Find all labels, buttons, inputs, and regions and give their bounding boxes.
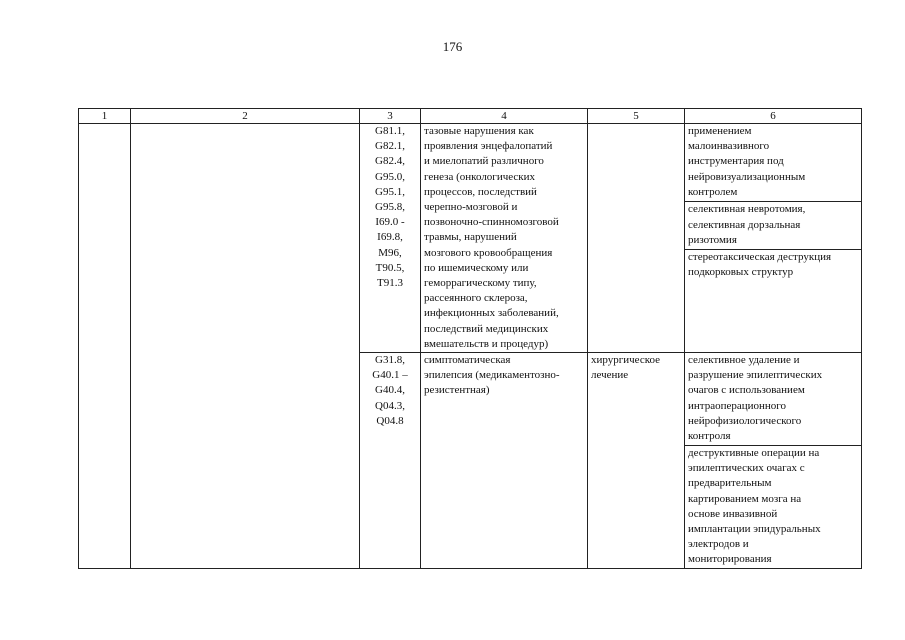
method-cell: применением малоинвазивного инструментария под нейровизуализационным контролем bbox=[685, 124, 862, 202]
method-cell: стереотаксическая деструкция подкорковых структур bbox=[685, 250, 862, 353]
condition-cell: тазовые нарушения как проявления энцефалопатий и миелопатий различного генеза (онкологических процессов, последствий черепно-мозговой и позвоночно-спинномозговой травмы, нарушений мозгового кровообращения по ишемическому или геморрагическому типу, рассеянного склероза, инфекционных заболеваний, последствий медицинских вмешательств и процедур) bbox=[421, 124, 588, 353]
header-col-4: 4 bbox=[421, 109, 588, 124]
header-col-1: 1 bbox=[79, 109, 131, 124]
header-col-5: 5 bbox=[588, 109, 685, 124]
diagnosis-codes-cell: G81.1, G82.1, G82.4, G95.0, G95.1, G95.8, I69.0 - I69.8, M96, T90.5, T91.3 bbox=[360, 124, 421, 353]
method-cell: деструктивные операции на эпилептических очагах с предварительным картированием мозга на основе инвазивной имплантации эпидуральных электродов и мониторирования bbox=[685, 446, 862, 569]
col-1-cell bbox=[79, 124, 131, 569]
page-number: 176 bbox=[442, 39, 463, 54]
header-col-3: 3 bbox=[360, 109, 421, 124]
procedures-table bbox=[78, 108, 862, 569]
method-cell: селективное удаление и разрушение эпилептических очагов с использованием интраоперационного нейрофизиологического контроля bbox=[685, 353, 862, 446]
condition-cell: симптоматическая эпилепсия (медикаментозно- резистентная) bbox=[421, 353, 588, 569]
treatment-type-cell bbox=[588, 124, 685, 353]
col-2-cell bbox=[131, 124, 360, 569]
treatment-type-cell: хирургическое лечение bbox=[588, 353, 685, 569]
header-row bbox=[79, 109, 862, 124]
method-cell: селективная невротомия, селективная дорзальная ризотомия bbox=[685, 202, 862, 250]
diagnosis-codes-cell: G31.8, G40.1 – G40.4, Q04.3, Q04.8 bbox=[360, 353, 421, 569]
header-col-2: 2 bbox=[131, 109, 360, 124]
table-row bbox=[79, 124, 862, 202]
header-col-6: 6 bbox=[685, 109, 862, 124]
